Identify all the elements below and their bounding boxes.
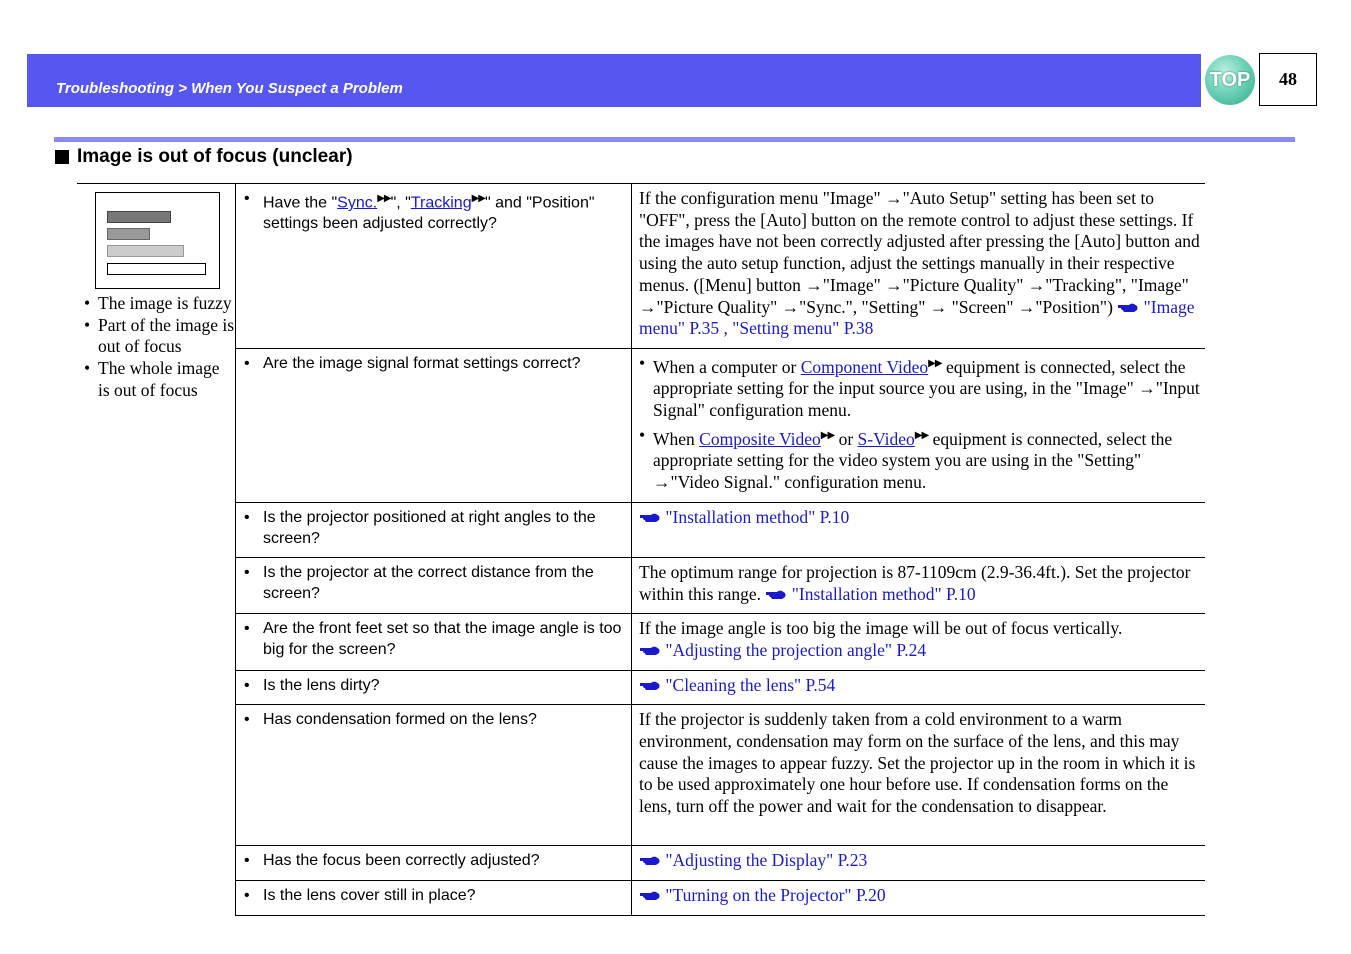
question-cell: • Is the projector positioned at right angles to the screen? (236, 502, 632, 557)
table-row (77, 184, 1205, 349)
top-button-label: TOP (1209, 68, 1251, 91)
s-video-link[interactable]: S-Video (857, 428, 915, 449)
glossary-arrow-icon: ▶▶ (471, 193, 485, 204)
answer-cell: If the projector is suddenly taken from a cold environment to a warm environment, condensation may form on the surface of the lens, and this may cause the images to appear fuzzy. Set the projector up in the room in which it is to be used approximately one hour before use. If condensation forms on the lens, turn off the power and wait for the condensation to disappear. (632, 705, 1206, 846)
answer-cell (632, 502, 1206, 557)
reference-link[interactable]: "Installation method" P.10 (791, 583, 976, 604)
tracking-link[interactable]: Tracking (410, 194, 472, 212)
pointing-hand-icon (639, 853, 661, 867)
question-cell: • Is the lens dirty? (236, 670, 632, 705)
table-row (77, 705, 1205, 846)
glossary-arrow-icon: ▶▶ (928, 357, 942, 369)
list-item: • When a computer or Component Video▶▶ equipment is connected, select the appropriate setting for the input source you are using, in the "Image" →"Input Signal" configuration menu. (639, 352, 1200, 421)
list-item: • The whole image is out of focus (84, 358, 220, 400)
question-cell: • Is the projector at the correct distance from the screen? (236, 557, 632, 613)
table-row (77, 614, 1205, 670)
list-item: • When Composite Video▶▶ or S-Video▶▶ equipment is connected, select the appropriate setting for the video system you are using in the "Setting" →"Video Signal." configuration menu. (639, 424, 1173, 493)
answer-cell (632, 348, 1206, 502)
question-cell: • Is the lens cover still in place? (236, 881, 632, 916)
answer-cell: The optimum range for projection is 87-1109cm (2.9-36.4ft.). Set the projector within this range. "Installation method" P.10 (632, 557, 1206, 613)
pointing-hand-icon (639, 678, 661, 692)
table-row (77, 670, 1205, 705)
square-bullet-icon (55, 150, 69, 164)
pointing-hand-icon (639, 510, 661, 524)
table-row (77, 846, 1205, 881)
question-cell: • Has condensation formed on the lens? (236, 705, 632, 846)
list-item: • The image is fuzzy (84, 293, 232, 313)
reference-link[interactable]: "Turning on the Projector" P.20 (665, 885, 886, 906)
component-video-link[interactable]: Component Video (800, 356, 929, 377)
reference-link[interactable]: "Cleaning the lens" P.54 (665, 674, 836, 695)
glossary-arrow-icon: ▶▶ (377, 193, 391, 204)
answer-cell (632, 670, 1206, 705)
table-row (77, 881, 1205, 916)
pointing-hand-icon (639, 643, 661, 657)
question-cell: • Are the front feet set so that the image angle is too big for the screen? (236, 614, 632, 670)
table-row (77, 502, 1205, 557)
reference-link[interactable]: "Adjusting the Display" P.23 (665, 850, 868, 871)
question-cell: • Have the "Sync.▶▶", "Tracking▶▶" and "Position" settings been adjusted correctly? (236, 184, 632, 349)
glossary-arrow-icon: ▶▶ (820, 429, 835, 441)
answer-cell (632, 881, 1206, 916)
breadcrumb[interactable]: Troubleshooting > When You Suspect a Problem (56, 80, 403, 97)
symptom-list (84, 293, 235, 402)
pointing-hand-icon (639, 888, 661, 902)
header-bar (27, 54, 1201, 107)
answer-cell: If the image angle is too big the image will be out of focus vertically. "Adjusting the projection angle" P.24 (632, 614, 1206, 670)
pointing-hand-icon (1117, 300, 1139, 314)
question-cell: • Has the focus been correctly adjusted? (236, 846, 632, 881)
top-button[interactable] (1205, 55, 1255, 105)
fuzzy-image-illustration (95, 192, 220, 289)
question-cell: • Are the image signal format settings correct? (236, 348, 632, 502)
sync-link[interactable]: Sync. (337, 194, 378, 212)
table-row (77, 557, 1205, 613)
glossary-arrow-icon: ▶▶ (914, 429, 929, 441)
composite-video-link[interactable]: Composite Video (699, 428, 821, 449)
section-title: Image is out of focus (unclear) (77, 146, 353, 167)
reference-link[interactable]: "Adjusting the projection angle" P.24 (665, 639, 927, 660)
symptom-cell (77, 184, 236, 916)
reference-link[interactable]: "Image menu" P.35 , "Setting menu" P.38 (639, 296, 1195, 339)
section-rule (54, 137, 1295, 142)
reference-link[interactable]: "Installation method" P.10 (665, 506, 850, 527)
section-heading (55, 146, 353, 168)
answer-cell: If the configuration menu "Image" →"Auto Setup" setting has been set to "OFF", press the [Auto] button on the remote control to adjust these settings. If the images have not been correctly adjusted after pressing the [Auto] button and using the auto setup function, adjust the settings manually in their respective menus. ([Menu] button →"Image" →"Picture Quality" →"Tracking", "Image" →"Picture Quality" →"Sync.", "Setting" → "Screen" →"Position") "Image menu" P.35 , "Setting menu" P.38 (632, 184, 1206, 349)
page-number: 48 (1259, 53, 1317, 106)
pointing-hand-icon (765, 587, 787, 601)
answer-cell (632, 846, 1206, 881)
troubleshooting-table (77, 183, 1205, 916)
table-row (77, 348, 1205, 502)
list-item: • Part of the image is out of focus (84, 314, 235, 357)
